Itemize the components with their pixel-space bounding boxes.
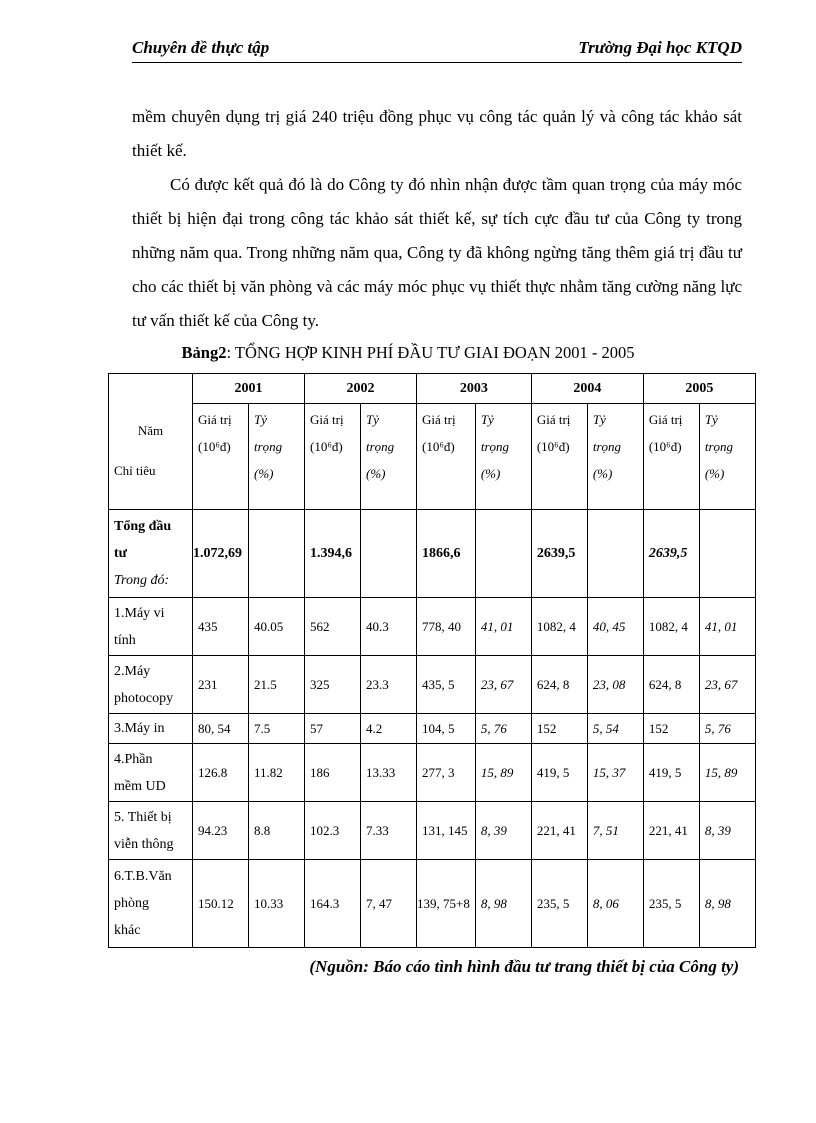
share-cell: 23, 67 <box>699 656 755 714</box>
value-header-line: Giá trị <box>310 412 344 427</box>
value-cell: 131, 145 <box>417 802 476 860</box>
share-cell: 40.05 <box>249 598 305 656</box>
row-label-line: Tổng đầu <box>114 519 172 534</box>
row-label <box>109 510 193 598</box>
share-cell: 23, 08 <box>587 656 643 714</box>
share-header-line: (%) <box>366 466 386 481</box>
share-header-line: (%) <box>254 466 274 481</box>
row-label-line: 3.Máy in <box>114 721 165 736</box>
value-cell: 152 <box>531 714 587 744</box>
row-label <box>109 802 193 860</box>
table-source: (Nguồn: Báo cáo tình hình đầu tư trang thiết bị của Công ty) <box>309 957 739 976</box>
share-cell: 8, 39 <box>475 802 531 860</box>
value-cell: 94.23 <box>193 802 249 860</box>
share-cell: 13.33 <box>361 744 417 802</box>
share-cell: 21.5 <box>249 656 305 714</box>
row-label <box>109 598 193 656</box>
row-label <box>109 656 193 714</box>
table-row <box>109 598 756 656</box>
value-cell: 325 <box>305 656 361 714</box>
year-2003: 2003 <box>417 374 532 404</box>
value-header-line: (10⁶đ) <box>536 439 570 454</box>
share-cell: 15, 37 <box>587 744 643 802</box>
share-header-line: trọng <box>592 439 622 454</box>
share-header-line: (%) <box>480 466 501 481</box>
value-header <box>417 404 476 510</box>
share-header-line: Tỷ <box>254 412 267 427</box>
share-cell: 23.3 <box>361 656 417 714</box>
table-row <box>109 744 756 802</box>
value-cell: 221, 41 <box>531 802 587 860</box>
value-cell: 1.394,6 <box>305 510 361 598</box>
investment-table <box>108 373 756 948</box>
share-cell: 23, 67 <box>475 656 531 714</box>
row-label-line: 5. Thiết bị <box>114 809 172 825</box>
share-cell: 10.33 <box>249 860 305 948</box>
share-header-line: trọng <box>480 439 510 454</box>
table-row <box>109 714 756 744</box>
share-header-line: Tỷ <box>480 412 494 427</box>
year-2002: 2002 <box>305 374 417 404</box>
row-label-line: viễn thông <box>114 836 174 852</box>
share-cell: 7, 47 <box>361 860 417 948</box>
row-label-line: 6.T.B.Văn <box>114 869 172 884</box>
share-header <box>587 404 643 510</box>
value-cell: 1866,6 <box>417 510 476 598</box>
year-2001: 2001 <box>193 374 305 404</box>
corner-indicator-label: Chỉ tiêu <box>114 462 156 478</box>
share-cell: 8.8 <box>249 802 305 860</box>
share-header <box>249 404 305 510</box>
table-row <box>109 510 756 598</box>
share-cell <box>587 510 643 598</box>
value-cell: 186 <box>305 744 361 802</box>
share-cell: 15, 89 <box>475 744 531 802</box>
caption-prefix: Bảng2 <box>181 343 227 362</box>
value-cell: 235, 5 <box>531 860 587 948</box>
row-label-line: photocopy <box>114 690 174 706</box>
row-label <box>109 860 193 948</box>
value-header-line: Giá trị <box>422 412 456 427</box>
value-header-line: Giá trị <box>648 412 683 427</box>
share-cell <box>699 510 755 598</box>
share-cell: 5, 76 <box>699 714 755 744</box>
header-right: Trường Đại học KTQD <box>578 38 742 57</box>
year-header-row <box>109 374 756 404</box>
row-label <box>109 744 193 802</box>
value-cell: 235, 5 <box>643 860 699 948</box>
value-cell: 164.3 <box>305 860 361 948</box>
value-header <box>531 404 587 510</box>
value-header-line: (10⁶đ) <box>648 439 682 454</box>
year-2004: 2004 <box>531 374 643 404</box>
share-cell: 8, 98 <box>475 860 531 948</box>
year-2005: 2005 <box>643 374 755 404</box>
share-header-line: Tỷ <box>704 412 718 427</box>
share-header <box>699 404 755 510</box>
value-cell: 231 <box>193 656 249 714</box>
value-header <box>193 404 249 510</box>
share-cell: 41, 01 <box>699 598 755 656</box>
value-cell: 104, 5 <box>417 714 476 744</box>
share-cell: 7, 51 <box>587 802 643 860</box>
share-cell <box>361 510 417 598</box>
share-header-line: (%) <box>592 466 613 481</box>
row-label-line: mềm UD <box>114 778 166 794</box>
value-cell: 277, 3 <box>417 744 476 802</box>
value-cell: 1082, 4 <box>643 598 699 656</box>
paragraph-2: Có được kết quả đó là do Công ty đó nhìn nhận được tầm quan trọng của máy móc thiết bị hiện đại trong công tác khảo sát thiết kế, sự tích cực đầu tư của Công ty trong những năm qua. Trong những năm qua, Công ty đã không ngừng tăng thêm giá trị đầu tư cho các thiết bị văn phòng và các máy móc phục vụ thiết thực nhằm tăng cường năng lực tư vấn thiết kế của Công ty. <box>132 175 742 330</box>
share-header-line: (%) <box>704 466 725 481</box>
share-header-line: Tỷ <box>592 412 606 427</box>
row-label <box>109 714 193 744</box>
share-cell: 7.33 <box>361 802 417 860</box>
share-cell: 7.5 <box>249 714 305 744</box>
value-cell: 624, 8 <box>531 656 587 714</box>
paragraph-1: mềm chuyên dụng trị giá 240 triệu đồng phục vụ công tác quản lý và công tác khảo sát thiết kế. <box>132 107 742 160</box>
caption-title: : TỔNG HỢP KINH PHÍ ĐẦU TƯ GIAI ĐOẠN 2001 - 2005 <box>226 343 635 362</box>
value-cell: 80, 54 <box>193 714 249 744</box>
value-header-line: Giá trị <box>198 412 232 427</box>
value-header-line: Giá trị <box>536 412 571 427</box>
share-header-line: trọng <box>366 439 395 454</box>
row-label-line: 1.Máy vi <box>114 605 165 621</box>
share-cell: 8, 39 <box>699 802 755 860</box>
share-header <box>475 404 531 510</box>
share-header-line: trọng <box>704 439 734 454</box>
value-cell: 1.072,69 <box>193 510 249 598</box>
row-label-line: tính <box>114 632 136 648</box>
value-header <box>305 404 361 510</box>
body-text <box>132 100 742 338</box>
header-left: Chuyên đề thực tập <box>132 38 270 57</box>
share-cell <box>249 510 305 598</box>
value-cell: 778, 40 <box>417 598 476 656</box>
value-cell: 562 <box>305 598 361 656</box>
subheader-row <box>109 404 756 510</box>
table-row <box>109 656 756 714</box>
value-header-line: (10⁶đ) <box>198 439 231 454</box>
value-cell: 2639,5 <box>531 510 587 598</box>
share-cell: 5, 76 <box>475 714 531 744</box>
row-label-line: tư <box>114 546 128 561</box>
table-row <box>109 860 756 948</box>
value-header <box>643 404 699 510</box>
share-header-line: trọng <box>254 439 283 454</box>
value-cell: 1082, 4 <box>531 598 587 656</box>
value-cell: 624, 8 <box>643 656 699 714</box>
corner-year-label: Năm <box>137 422 164 438</box>
share-cell: 8, 06 <box>587 860 643 948</box>
value-cell: 419, 5 <box>531 744 587 802</box>
value-cell: 139, 75+8 <box>417 860 476 948</box>
share-cell: 15, 89 <box>699 744 755 802</box>
share-cell: 40.3 <box>361 598 417 656</box>
value-header-line: (10⁶đ) <box>310 439 343 454</box>
value-cell: 2639,5 <box>643 510 699 598</box>
share-cell: 11.82 <box>249 744 305 802</box>
value-cell: 57 <box>305 714 361 744</box>
row-sublabel: Trong đó: <box>114 573 170 588</box>
share-cell: 40, 45 <box>587 598 643 656</box>
value-cell: 419, 5 <box>643 744 699 802</box>
share-cell <box>475 510 531 598</box>
value-cell: 126.8 <box>193 744 249 802</box>
share-cell: 41, 01 <box>475 598 531 656</box>
page-header <box>132 36 742 63</box>
row-label-line: khác <box>114 923 141 938</box>
share-cell: 5, 54 <box>587 714 643 744</box>
value-cell: 102.3 <box>305 802 361 860</box>
row-label-line: 2.Máy <box>114 663 151 679</box>
value-header-line: (10⁶đ) <box>422 439 455 454</box>
share-cell: 8, 98 <box>699 860 755 948</box>
share-cell: 4.2 <box>361 714 417 744</box>
row-label-line: phòng <box>114 896 149 911</box>
value-cell: 150.12 <box>193 860 249 948</box>
table-row <box>109 802 756 860</box>
row-label-line: 4.Phần <box>114 751 153 767</box>
table-caption <box>0 343 816 363</box>
value-cell: 152 <box>643 714 699 744</box>
share-header <box>361 404 417 510</box>
value-cell: 221, 41 <box>643 802 699 860</box>
value-cell: 435 <box>193 598 249 656</box>
share-header-line: Tỷ <box>366 412 379 427</box>
corner-cell <box>109 374 193 510</box>
value-cell: 435, 5 <box>417 656 476 714</box>
